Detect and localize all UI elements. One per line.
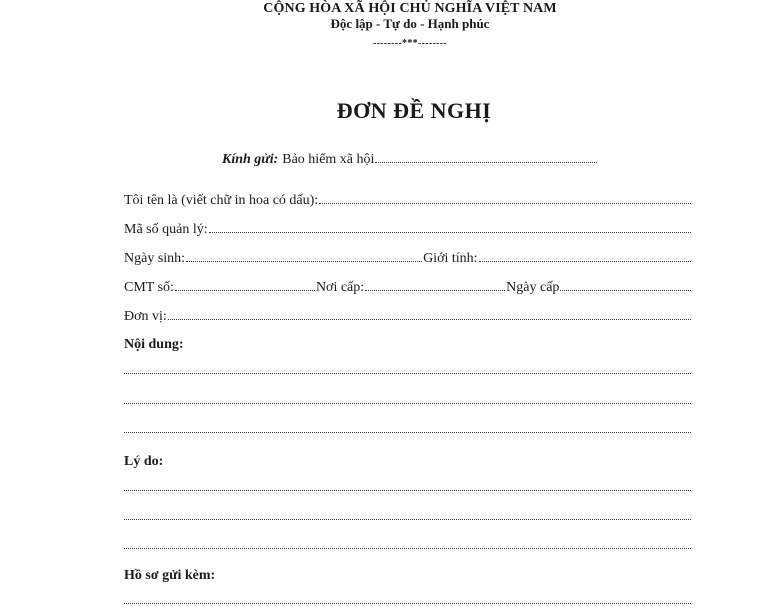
content-line-3[interactable] — [124, 432, 691, 433]
issue-date-field[interactable] — [560, 280, 691, 291]
birth-gender-row — [124, 251, 692, 267]
issue-place-label: Nơi cấp: — [315, 280, 365, 295]
header-separator: --------***-------- — [373, 38, 447, 49]
attachments-line-1[interactable] — [124, 603, 691, 604]
gender-label: Giới tính: — [423, 251, 478, 266]
reason-line-1[interactable] — [124, 490, 691, 491]
gender-field[interactable] — [479, 251, 691, 262]
content-line-2[interactable] — [124, 403, 691, 404]
issue-date-label: Ngày cấp — [506, 280, 560, 295]
header-motto: Độc lập - Tự do - Hạnh phúc — [330, 16, 490, 31]
content-section-title: Nội dung: — [124, 337, 184, 352]
full-name-row — [124, 193, 692, 209]
management-code-label: Mã số quản lý: — [124, 222, 208, 237]
birth-date-field[interactable] — [186, 251, 422, 262]
recipient-field[interactable] — [375, 152, 597, 163]
attachments-section-title: Hồ sơ gửi kèm: — [124, 568, 216, 583]
management-code-row — [124, 222, 692, 238]
reason-line-3[interactable] — [124, 548, 691, 549]
document-title: ĐƠN ĐỀ NGHỊ — [336, 98, 492, 123]
content-line-1[interactable] — [124, 373, 691, 374]
id-card-field[interactable] — [175, 280, 315, 291]
management-code-field[interactable] — [209, 222, 691, 233]
unit-label: Đơn vị: — [124, 309, 167, 324]
birth-date-label: Ngày sinh: — [124, 251, 186, 266]
recipient-row — [222, 152, 598, 168]
reason-section-title: Lý do: — [124, 454, 164, 469]
recipient-label: Kính gửi: — [222, 152, 279, 167]
recipient-value: Bảo hiểm xã hội — [282, 152, 375, 167]
unit-row — [124, 309, 692, 325]
issue-place-field[interactable] — [365, 280, 505, 291]
id-card-label: CMT số: — [124, 280, 174, 295]
header-country: CỘNG HÒA XÃ HỘI CHỦ NGHĨA VIỆT NAM — [263, 1, 557, 16]
unit-field[interactable] — [168, 309, 691, 320]
reason-line-2[interactable] — [124, 519, 691, 520]
id-card-row — [124, 280, 692, 296]
full-name-field[interactable] — [319, 193, 691, 204]
full-name-label: Tôi tên là (viết chữ in hoa có dấu): — [124, 193, 319, 208]
